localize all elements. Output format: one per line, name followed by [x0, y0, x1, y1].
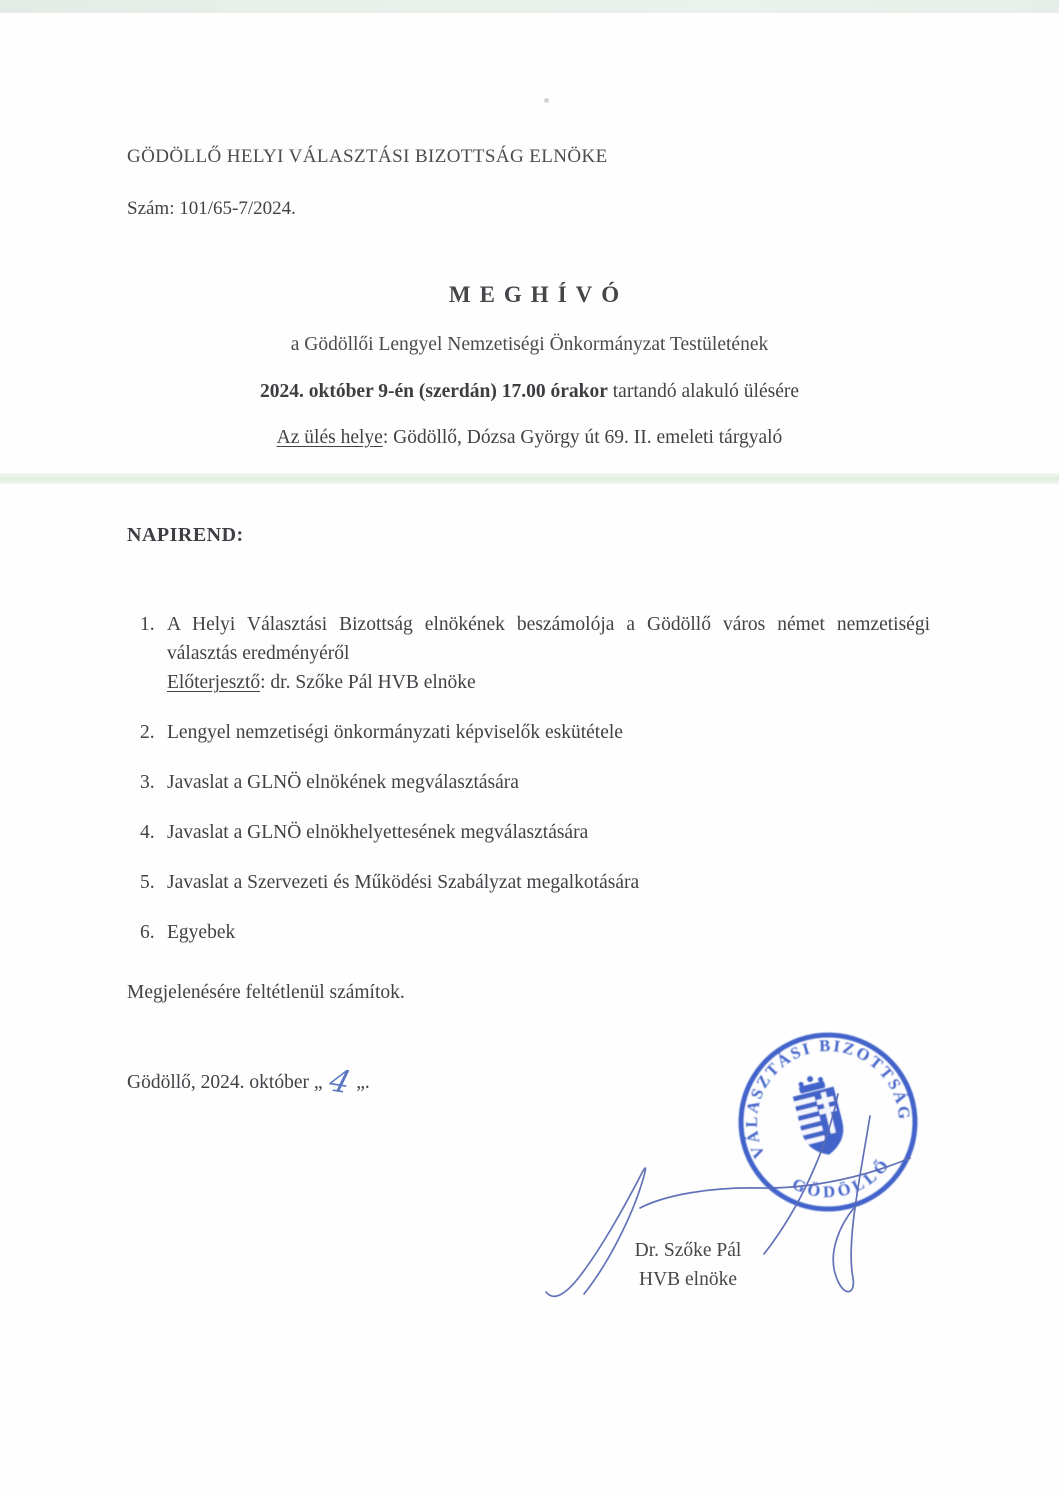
- agenda-item-number: 6.: [140, 922, 155, 943]
- document-title: MEGHÍVÓ: [448, 282, 629, 307]
- agenda-item-text: Javaslat a Szervezeti és Működési Szabályzat megalkotására: [167, 872, 640, 893]
- reference-number: Szám: 101/65-7/2024.: [127, 198, 296, 219]
- stamp-arc-text-bottom: GÖDÖLLŐ: [789, 1153, 895, 1202]
- closing-sentence: Megjelenésére feltétlenül számítok.: [127, 982, 405, 1003]
- agenda-item-2: [140, 718, 930, 747]
- presenter-label: Előterjesztő: [167, 672, 261, 693]
- signatory-role: HVB elnöke: [638, 1269, 738, 1290]
- presenter-rest: : dr. Szőke Pál HVB elnöke: [260, 672, 476, 693]
- stamp-arc-text-top: VÁLASZTÁSI BIZOTTSÁG: [741, 1035, 915, 1162]
- venue-label: Az ülés helye: [276, 427, 383, 448]
- date-line: [127, 1062, 370, 1102]
- date-prefix: Gödöllő, 2024. október „: [127, 1072, 323, 1093]
- document-subtitle: a Gödöllői Lengyel Nemzetiségi Önkormányzat Testületének: [290, 334, 769, 355]
- agenda-item-number: 2.: [140, 722, 155, 743]
- agenda-item-text: Javaslat a GLNÖ elnökének megválasztására: [167, 772, 519, 793]
- agenda-item-5: [140, 868, 930, 897]
- agenda-item-3: [140, 768, 930, 797]
- handwritten-day: 4: [324, 1062, 354, 1102]
- signature-block: [593, 1236, 783, 1294]
- agenda-item-number: 1.: [140, 614, 155, 635]
- session-datetime-line: [0, 381, 1059, 403]
- scan-speck: [544, 98, 549, 103]
- date-suffix: „.: [356, 1072, 370, 1093]
- agenda-item-number: 4.: [140, 822, 155, 843]
- agenda-item-number: 5.: [140, 872, 155, 893]
- agenda-item-4: [140, 818, 930, 847]
- agenda-item-text: Javaslat a GLNÖ elnökhelyettesének megválasztására: [167, 822, 589, 843]
- agenda-item-text: Lengyel nemzetiségi önkormányzati képviselők eskütétele: [167, 722, 623, 743]
- scan-artifact-top-band: [0, 0, 1059, 13]
- agenda-item-1-body: A Helyi Választási Bizottság elnökének beszámolója a Gödöllő város német nemzetiségi választás eredményéről: [167, 614, 930, 664]
- agenda-item-6: [140, 918, 930, 947]
- session-datetime-bold: 2024. október 9-én (szerdán) 17.00 órakor: [259, 381, 608, 402]
- election-committee-stamp: [733, 1027, 923, 1217]
- agenda-item-1: [140, 610, 930, 697]
- stamp-coat-of-arms: [789, 1071, 849, 1160]
- session-datetime-rest: tartandó alakuló ülésére: [607, 381, 800, 402]
- agenda-item-text: Egyebek: [167, 922, 236, 943]
- agenda-item-text: [167, 610, 930, 697]
- scan-artifact-divider-band: [0, 473, 1059, 484]
- agenda-heading: NAPIREND:: [127, 524, 244, 546]
- agenda-list: [140, 610, 930, 968]
- agenda-item-1-presenter: [167, 668, 930, 697]
- signatory-name: Dr. Szőke Pál: [634, 1240, 742, 1261]
- venue-rest: : Gödöllő, Dózsa György út 69. II. emeleti tárgyaló: [382, 427, 783, 448]
- org-header: GÖDÖLLŐ HELYI VÁLASZTÁSI BIZOTTSÁG ELNÖKE: [127, 146, 608, 167]
- agenda-item-number: 3.: [140, 772, 155, 793]
- venue-line: [0, 427, 1059, 449]
